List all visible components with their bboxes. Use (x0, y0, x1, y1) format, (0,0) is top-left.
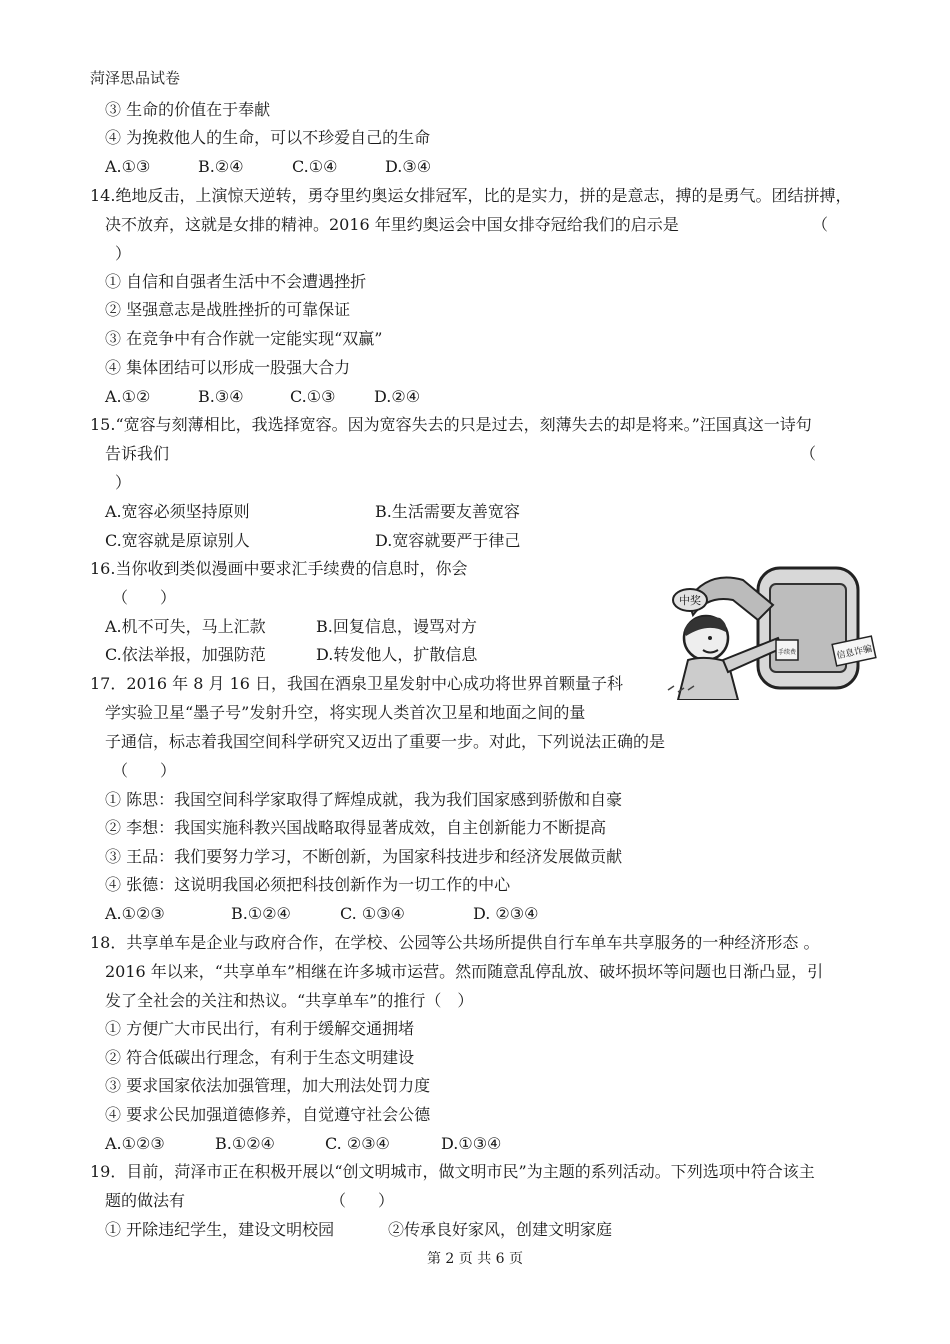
q15-option-a: A.宽容必须坚持原则 (105, 502, 250, 521)
svg-text:信息诈骗: 信息诈骗 (835, 644, 874, 662)
q18-statement-1: ① 方便广大市民出行，有利于缓解交通拥堵 (105, 1019, 415, 1038)
q19-statement-1: ① 开除违纪学生，建设文明校园 (105, 1220, 335, 1239)
svg-text:中奖: 中奖 (679, 594, 701, 607)
q18-option-d: D.①③④ (441, 1134, 502, 1153)
q13-option-d: D.③④ (385, 157, 432, 176)
fee-box (776, 640, 798, 660)
q17-stem-line3: 子通信，标志着我国空间科学研究又迈出了重要一步。对此，下列说法正确的是 (105, 732, 666, 751)
q14-statement-2: ② 坚强意志是战胜挫折的可靠保证 (105, 300, 351, 319)
q18-stem-line3: 发了全社会的关注和热议。“共享单车”的推行（ ） (105, 991, 474, 1010)
q16-option-d: D.转发他人，扩散信息 (316, 645, 478, 664)
q18-option-a: A.①②③ (105, 1134, 165, 1153)
q19-statement-2: ②传承良好家风，创建文明家庭 (388, 1220, 613, 1239)
q17-statement-3: ③ 王品：我们要努力学习，不断创新，为国家科技进步和经济发展做贡献 (105, 847, 623, 866)
q15-stem-line1: 15.“宽容与刻薄相比，我选择宽容。因为宽容失去的只是过去，刻薄失去的却是将来。”汪国真这一诗句 (90, 415, 812, 434)
q16-option-c: C.依法举报，加强防范 (105, 645, 266, 664)
q17-option-c: C. ①③④ (340, 904, 405, 923)
q16-answer-paren: （ ） (112, 588, 177, 607)
q14-answer-paren-close: ） (115, 244, 132, 263)
q14-stem-line2: 决不放弃，这就是女排的精神。2016 年里约奥运会中国女排夺冠给我们的启示是 (105, 215, 679, 234)
q17-option-b: B.①②④ (231, 904, 291, 923)
prize-badge (673, 589, 707, 611)
q13-option-c: C.①④ (292, 157, 338, 176)
q14-statement-1: ① 自信和自强者生活中不会遭遇挫折 (105, 272, 367, 291)
q18-stem-line1: 18．共享单车是企业与政府合作，在学校、公园等公共场所提供自行车单车共享服务的一种经济形态 。 (90, 933, 820, 952)
q19-answer-paren: （ ） (330, 1191, 395, 1210)
svg-text:手续费: 手续费 (777, 649, 797, 656)
q17-stem-line2: 学实验卫星“墨子号”发射升空，将实现人类首次卫星和地面之间的量 (105, 703, 586, 722)
q13-option-b: B.②④ (198, 157, 244, 176)
q15-stem-line2: 告诉我们 (105, 444, 170, 463)
q14-option-d: D.②④ (374, 387, 421, 406)
q17-statement-4: ④ 张德：这说明我国必须把科技创新作为一切工作的中心 (105, 875, 511, 894)
q18-option-b: B.①②④ (215, 1134, 275, 1153)
q17-statement-2: ② 李想：我国实施科教兴国战略取得显著成效，自主创新能力不断提高 (105, 818, 607, 837)
q14-statement-3: ③ 在竞争中有合作就一定能实现“双赢” (105, 329, 383, 348)
page-header: 菏泽思品试卷 (90, 69, 181, 87)
q17-option-a: A.①②③ (105, 904, 165, 923)
q18-statement-4: ④ 要求公民加强道德修养，自觉遵守社会公德 (105, 1105, 431, 1124)
q14-answer-paren-open: （ (812, 215, 829, 234)
q19-stem-line2: 题的做法有 (105, 1191, 186, 1210)
q13-statement-3: ③ 生命的价值在于奉献 (105, 100, 271, 119)
q16-stem: 16.当你收到类似漫画中要求汇手续费的信息时，你会 (90, 559, 468, 578)
q16-option-b: B.回复信息，谩骂对方 (316, 617, 477, 636)
q13-statement-4: ④ 为挽救他人的生命，可以不珍爱自己的生命 (105, 128, 431, 147)
q16-option-a: A.机不可失，马上汇款 (105, 617, 266, 636)
q14-option-a: A.①② (105, 387, 151, 406)
q14-option-b: B.③④ (198, 387, 244, 406)
q18-statement-2: ② 符合低碳出行理念，有利于生态文明建设 (105, 1048, 415, 1067)
q17-stem-line1: 17．2016 年 8 月 16 日，我国在酒泉卫星发射中心成功将世界首颗量子科 (90, 674, 624, 693)
page-footer: 第 2 页 共 6 页 (426, 1251, 524, 1267)
q15-answer-paren-open: （ (800, 444, 817, 463)
q15-option-b: B.生活需要友善宽容 (375, 502, 520, 521)
q18-statement-3: ③ 要求国家依法加强管理，加大刑法处罚力度 (105, 1076, 431, 1095)
q15-option-d: D.宽容就要严于律己 (375, 531, 521, 550)
q15-answer-paren-close: ） (115, 473, 132, 492)
q17-statement-1: ① 陈思：我国空间科学家取得了辉煌成就，我为我们国家感到骄傲和自豪 (105, 790, 623, 809)
q17-answer-paren: （ ） (112, 761, 177, 780)
fraud-cartoon-illustration (648, 560, 888, 700)
q17-option-d: D. ②③④ (473, 904, 539, 923)
q15-option-c: C.宽容就是原谅别人 (105, 531, 250, 550)
q13-option-a: A.①③ (105, 157, 151, 176)
q19-stem-line1: 19．目前，菏泽市正在积极开展以“创文明城市，做文明市民”为主题的系列活动。下列选项中符合该主 (90, 1162, 815, 1181)
q14-statement-4: ④ 集体团结可以形成一股强大合力 (105, 358, 351, 377)
q14-stem-line1: 14.绝地反击，上演惊天逆转，勇夺里约奥运女排冠军，比的是实力，拼的是意志，搏的是勇气。团结拼搏， (90, 186, 852, 205)
q18-option-c: C. ②③④ (325, 1134, 390, 1153)
q14-option-c: C.①③ (290, 387, 336, 406)
q18-stem-line2: 2016 年以来，“共享单车”相继在许多城市运营。然而随意乱停乱放、破坏损坏等问题也日渐凸显，引 (105, 962, 824, 981)
